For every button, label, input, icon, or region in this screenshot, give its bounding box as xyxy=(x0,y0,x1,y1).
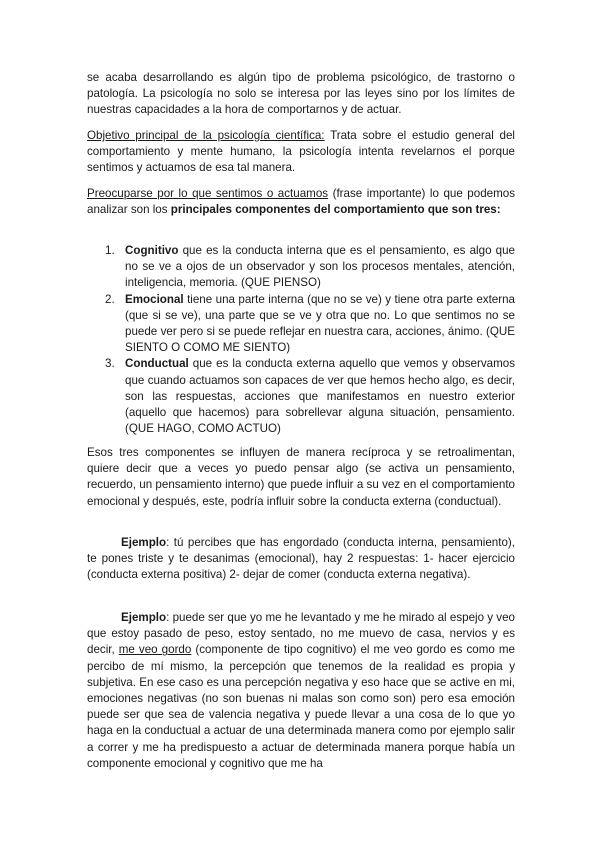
list-text: tiene una parte interna (que no se ve) y tiene otra parte externa (que si se ve), una parte que se ve y otra que no. Lo que sentimos no se puede ver pero si se puede reflejar en nuestra cara, acciones, ánimo. (QUE SIENTO O COMO ME SIENTO) xyxy=(125,292,515,355)
list-number: 1. xyxy=(105,244,115,257)
objective-text: Trata sobre el estudio general del comportamiento y mente humano, la psicología intenta revelarnos el porque sentimos y actuamos de esa tal manera. xyxy=(87,129,515,175)
paragraph-intro: se acaba desarrollando es algún tipo de problema psicológico, de trastorno o patología. La psicología no solo se interesa por las leyes sino por los límites de nuestras capacidades a la hora de comportarnos y de actuar. xyxy=(87,71,515,117)
objective-label: Objetivo principal de la psicología científica: xyxy=(87,129,325,142)
list-text: que es la conducta interna que es el pensamiento, es algo que no se ve a ojos de un observador y son los procesos mentales, atención, inteligencia, memoria. (QUE PIENSO) xyxy=(125,244,515,290)
list-item xyxy=(105,356,515,437)
list-item xyxy=(105,292,515,357)
list-item xyxy=(105,243,515,292)
list-number: 2. xyxy=(105,292,115,306)
example-text-a: : puede ser que yo me he levantado y me he mirado al espejo y veo que estoy pasado de peso, estoy sentado, no me muevo de casa, nervios y es decir, xyxy=(87,611,515,657)
paragraph-reciprocal: Esos tres componentes se influyen de manera recíproca y se retroalimentan, quiere decir que a veces yo puedo pensar algo (se activa un pensamiento, recuerdo, un pensamiento interno) que puede influir a su vez en el comportamiento emocional y después, este, podría influir sobre la conducta externa (conductual). xyxy=(87,446,515,508)
list-term: Cognitivo xyxy=(125,244,179,257)
list-text: que es la conducta externa aquello que vemos y observamos que cuando actuamos son capaces de ver que hemos hecho algo, es decir, son las respuestas, acciones que manifestamos en nuestro exterior (aquello que hacemos) para sobrellevar alguna situación, pensamiento. (QUE HAGO, COMO ACTUO) xyxy=(125,357,515,436)
paragraph-components xyxy=(87,186,515,218)
example-text-b: (componente de tipo cognitivo) el me veo gordo es como me percibo de mí mismo, la percepción que tenemos de la realidad es propia y subjetiva. En ese caso es una percepción negativa y eso hace que se active en mi, emociones negativas (no son buenas ni malas son como son) pero esa emoción puede ser que sea de valencia negativa y puede llevar a una cosa de lo que yo haga en la conductual a actuar de una determinada manera como por ejemplo salir a correr y me ha predispuesto a actuar de determinada manera porque había un componente emocional y cognitivo que me ha xyxy=(87,643,515,770)
example-label: Ejemplo xyxy=(121,536,167,549)
example-text: : tú percibes que has engordado (conducta interna, pensamiento), te pones triste y te desanimas (emocional), hay 2 respuestas: 1- hacer ejercicio (conducta externa positiva) 2- dejar de comer (conducta externa negativa). xyxy=(87,536,515,582)
list-number: 3. xyxy=(105,357,115,371)
paragraph-objective xyxy=(87,128,515,177)
components-list xyxy=(105,243,515,437)
list-term: Conductual xyxy=(125,357,189,371)
example-underlined: me veo gordo xyxy=(118,643,192,657)
example-label: Ejemplo xyxy=(121,611,167,624)
components-bold: principales componentes del comportamiento que son tres: xyxy=(170,203,501,217)
components-text: (frase importante) lo que podemos analizar son los xyxy=(87,187,515,217)
list-term: Emocional xyxy=(125,292,184,306)
components-label: Preocuparse por lo que sentimos o actuamos xyxy=(87,187,329,200)
paragraph-example-1 xyxy=(87,535,515,584)
paragraph-example-2 xyxy=(87,610,515,772)
